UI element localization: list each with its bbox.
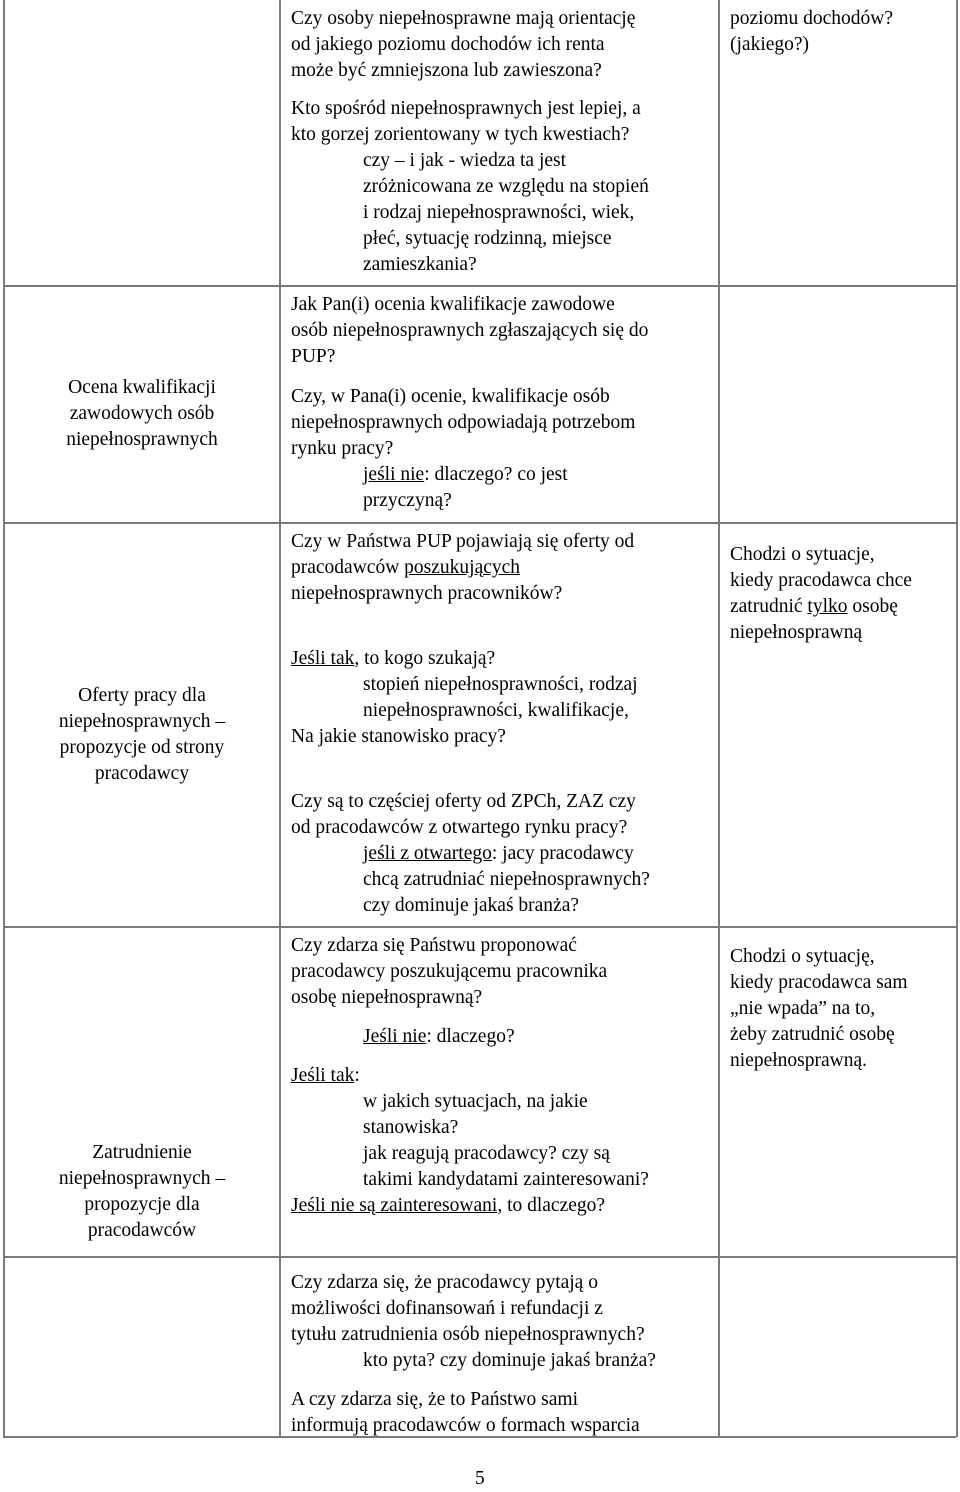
row4-question-2: A czy zdarza się, że to Państwo sami informują pracodawców o formach wsparcia [291,1389,640,1436]
column-divider-2 [718,0,720,1437]
row1-category: Ocena kwalifikacji zawodowych osób niepełnosprawnych [66,377,218,450]
row2-question-3: Czy są to częściej oferty od ZPCh, ZAZ czy od pracodawców z otwartego rynku pracy? [291,791,636,838]
row0-question-1: Czy osoby niepełnosprawne mają orientację od jakiego poziomu dochodów ich renta może być zmniejszona lub zawieszona? [291,8,636,81]
row4-question-1-sub: kto pyta? czy dominuje jakaś branża? [363,1350,656,1371]
row1-question-2-sub: jeśli nie: dlaczego? co jest przyczyną? [363,464,568,511]
row1-question-2: Czy, w Pana(i) ocenie, kwalifikacje osób niepełnosprawnych odpowiadają potrzebom rynku pracy? [291,386,636,459]
row-divider-2 [3,522,956,524]
row3-question-1: Czy zdarza się Państwu proponować pracodawcy poszukującemu pracownika osobę niepełnosprawną? [291,935,608,1008]
row-divider-3 [3,926,956,928]
row2-question-2-last: Na jakie stanowisko pracy? [291,726,506,747]
row3-question-2-end: Jeśli nie są zainteresowani, to dlaczego? [291,1195,606,1216]
row-divider-4 [3,1256,956,1258]
row2-question-1: Czy w Państwa PUP pojawiają się oferty od pracodawców poszukujących niepełnosprawnych pracowników? [291,531,635,604]
row2-note: Chodzi o sytuacje, kiedy pracodawca chce zatrudnić tylko osobę niepełnosprawną [730,544,912,643]
row3-question-2-sub: w jakich sytuacjach, na jakie stanowiska? jak reagują pracodawcy? czy są takimi kandydatami zainteresowani? [363,1091,649,1190]
row1-question-1: Jak Pan(i) ocenia kwalifikacje zawodowe osób niepełnosprawnych zgłaszających się do PUP? [291,294,649,367]
row0-question-2-sub: czy – i jak - wiedza ta jest zróżnicowana ze względu na stopień i rodzaj niepełnosprawności, wiek, płeć, sytuację rodzinną, miejsce zamieszkania? [363,150,649,275]
row2-question-2-sub: stopień niepełnosprawności, rodzaj niepełnosprawności, kwalifikacje, [363,674,638,721]
col3-continuation: poziomu dochodów? (jakiego?) [730,8,894,55]
row3-note: Chodzi o sytuację, kiedy pracodawca sam „nie wpada” na to, żeby zatrudnić osobę niepełnosprawną. [730,946,908,1071]
row4-question-1: Czy zdarza się, że pracodawcy pytają o możliwości dofinansowań i refundacji z tytułu zatrudnienia osób niepełnosprawnych? [291,1272,645,1345]
row3-question-2: Jeśli tak: [291,1065,360,1086]
row3-question-1-sub: Jeśli nie: dlaczego? [363,1026,515,1047]
row2-question-3-sub: jeśli z otwartego: jacy pracodawcy chcą zatrudniać niepełnosprawnych? czy dominuje jakaś branża? [363,843,650,916]
row0-question-2: Kto spośród niepełnosprawnych jest lepiej, a kto gorzej zorientowany w tych kwestiach? [291,98,641,145]
column-divider-1 [279,0,281,1437]
row2-question-2: Jeśli tak, to kogo szukają? [291,648,496,669]
row-divider-1 [3,285,956,287]
row2-category: Oferty pracy dla niepełnosprawnych – propozycje od strony pracodawcy [58,685,226,784]
page-number: 5 [475,1468,485,1489]
row3-category: Zatrudnienie niepełnosprawnych – propozycje dla pracodawców [58,1142,226,1241]
